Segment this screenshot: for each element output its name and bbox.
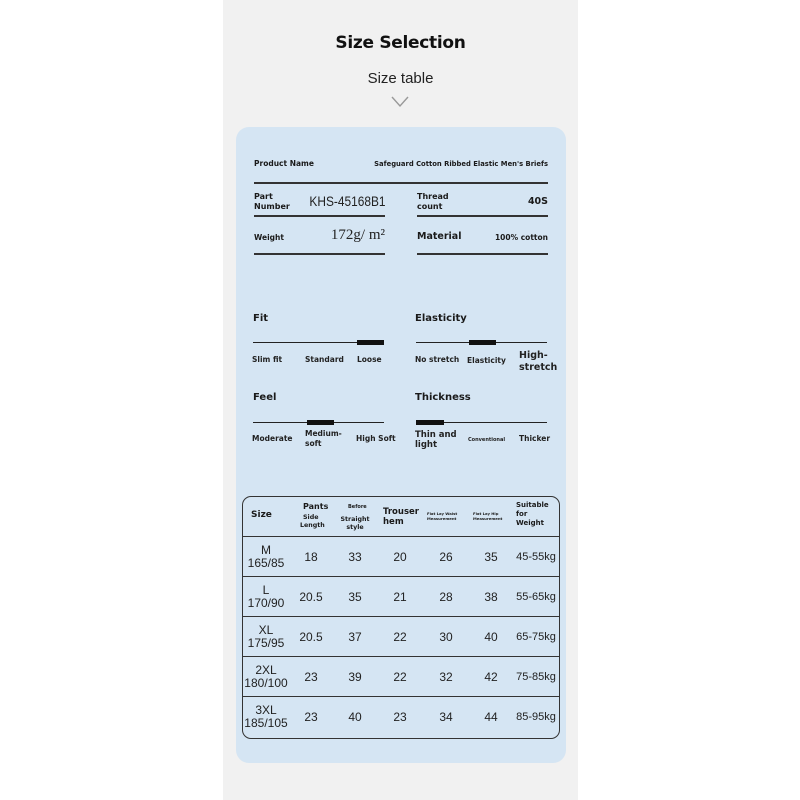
feel-label: Feel [253, 392, 277, 403]
header-pants: Pants [303, 502, 329, 511]
thickness-option-conventional: Conventional [468, 437, 506, 443]
thread-count-label-line-2: count [417, 201, 443, 211]
weight-cell: 65-75kg [516, 630, 556, 643]
size-cell [243, 537, 289, 576]
size-spec: 175/95 [247, 635, 285, 650]
fit-option-slim: Slim fit [252, 355, 283, 364]
header-weight [516, 501, 549, 528]
elasticity-option-high-line-2: stretch [519, 362, 558, 373]
part-number-label-line-2: Number [254, 201, 290, 211]
material-label: Material [417, 231, 462, 242]
fit-label: Fit [253, 313, 269, 324]
waist-cell: 28 [439, 589, 453, 604]
elasticity-label: Elasticity [415, 313, 467, 324]
page-subtitle: Size table [367, 70, 434, 87]
hem-cell: 21 [393, 589, 407, 604]
hip-cell: 35 [484, 549, 498, 564]
divider [417, 215, 548, 217]
feel-option-medium-soft [305, 429, 342, 449]
header-side-length-line-1: Side [303, 514, 319, 521]
product-name-label: Product Name [254, 159, 314, 168]
hem-cell: 23 [393, 710, 407, 724]
waist-cell: 26 [439, 549, 453, 564]
elasticity-option-high [519, 350, 557, 374]
size-cell [243, 577, 289, 616]
thickness-option-thin-line-1: Thin and [415, 430, 457, 440]
size-spec: 170/90 [247, 595, 285, 610]
size-cell [243, 617, 289, 656]
weight-cell: 55-65kg [516, 590, 556, 603]
part-number-value: KHS-45168B1 [309, 193, 386, 209]
header-straight-line-1: Straight [340, 516, 370, 523]
size-code: XL [258, 622, 274, 637]
chevron-down-icon [391, 96, 409, 108]
header-size: Size [251, 510, 272, 520]
size-code: L [262, 582, 270, 597]
size-table [242, 496, 560, 739]
size-spec: 185/105 [244, 716, 288, 730]
weight-cell: 45-55kg [516, 550, 556, 563]
waist-cell: 32 [439, 669, 453, 684]
hip-cell: 38 [484, 589, 498, 604]
thickness-option-thicker: Thicker [519, 434, 551, 443]
header-weight-line-2: for [516, 510, 528, 518]
table-row [243, 537, 559, 577]
weight-cell: 85-95kg [516, 711, 556, 723]
thickness-option-thin [415, 430, 457, 450]
thickness-indicator [416, 420, 444, 425]
size-spec: 180/100 [244, 675, 288, 690]
table-header [243, 497, 559, 537]
side-length-cell: 18 [304, 549, 318, 564]
header-hip [473, 511, 502, 521]
thread-count-label [417, 192, 449, 211]
header-hem [383, 507, 419, 527]
hip-cell: 40 [484, 629, 498, 644]
header-hem-line-2: hem [383, 517, 404, 527]
straight-cell: 35 [348, 589, 362, 604]
size-code: 2XL [255, 662, 277, 677]
thread-count-value: 40S [527, 196, 548, 207]
thickness-label: Thickness [415, 392, 471, 403]
feel-option-medium-soft-line-1: Medium- [305, 429, 342, 438]
table-row [243, 617, 559, 657]
thickness-option-thin-line-2: light [415, 440, 438, 450]
weight-cell: 75-85kg [516, 670, 556, 683]
straight-cell: 37 [348, 629, 362, 644]
size-cell [243, 657, 289, 696]
feel-option-medium-soft-line-2: soft [305, 439, 322, 448]
size-card [236, 127, 566, 763]
hem-cell: 22 [393, 669, 407, 684]
feel-indicator [307, 420, 334, 425]
size-spec: 165/85 [247, 555, 285, 570]
thread-count-label-line-1: Thread [417, 192, 449, 201]
hem-cell: 20 [393, 549, 407, 564]
header-straight-line-2: style [346, 524, 364, 531]
header-waist-line-2: Measurement [427, 516, 457, 521]
part-number-label-line-1: Part [254, 192, 273, 201]
fit-option-loose: Loose [357, 355, 382, 364]
hip-cell: 42 [484, 669, 498, 684]
divider [254, 182, 548, 184]
hem-cell: 22 [393, 629, 407, 644]
part-number-label [254, 192, 290, 211]
straight-cell: 33 [348, 549, 362, 564]
table-row [243, 697, 559, 737]
weight-value: 172g/ m² [330, 227, 385, 243]
side-length-cell: 23 [304, 669, 318, 684]
header-before: Before [348, 504, 367, 510]
fit-indicator [357, 340, 384, 345]
size-code: M [261, 542, 271, 557]
header-hip-line-1: Flat Lay Hip [473, 511, 499, 516]
side-length-cell: 23 [304, 710, 318, 724]
divider [254, 215, 385, 217]
size-code: 3XL [255, 703, 277, 717]
header-side-length-line-2: Length [300, 522, 325, 529]
header-weight-line-3: Weight [516, 519, 544, 527]
elasticity-option-high-line-1: High- [519, 350, 548, 361]
page-title: Size Selection [335, 33, 466, 53]
straight-cell: 39 [348, 669, 362, 684]
material-value: 100% cotton [494, 233, 548, 242]
elasticity-option-elastic: Elasticity [467, 356, 506, 365]
divider [254, 253, 385, 255]
straight-cell: 40 [348, 710, 362, 724]
side-length-cell: 20.5 [299, 629, 323, 644]
table-row [243, 657, 559, 697]
product-name-value: Safeguard Cotton Ribbed Elastic Men's Briefs [374, 160, 548, 168]
feel-option-high-soft: High Soft [356, 434, 396, 443]
weight-label: Weight [254, 233, 284, 242]
side-length-cell: 20.5 [299, 589, 323, 604]
waist-cell: 34 [439, 710, 453, 724]
header-straight [338, 516, 372, 532]
header-hip-line-2: Measurement [473, 516, 503, 521]
elasticity-option-none: No stretch [415, 355, 460, 364]
header-weight-line-1: Suitable [516, 501, 549, 509]
hip-cell: 44 [484, 710, 498, 724]
fit-option-standard: Standard [305, 355, 344, 364]
size-cell [243, 697, 289, 737]
header-waist [427, 511, 457, 521]
header-waist-line-1: Flat Lay Waist [427, 511, 458, 516]
table-row [243, 577, 559, 617]
divider [417, 253, 548, 255]
waist-cell: 30 [439, 629, 453, 644]
elasticity-indicator [469, 340, 496, 345]
feel-option-moderate: Moderate [252, 434, 293, 443]
header-side-length [300, 514, 325, 530]
header-hem-line-1: Trouser [383, 507, 419, 517]
